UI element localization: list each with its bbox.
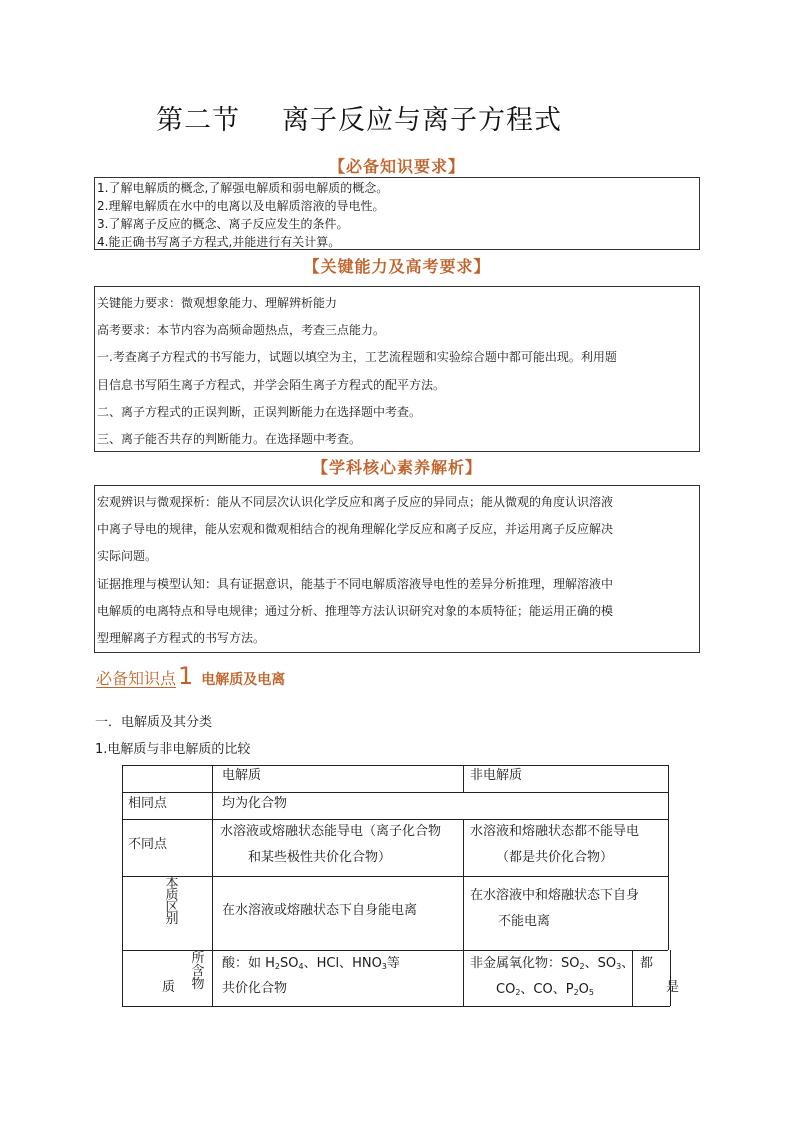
requirement-item: 2.理解电解质在水中的电离以及电解质溶液的导电性。 xyxy=(97,199,385,213)
essence-label-char: 质 xyxy=(165,888,179,903)
table-rule xyxy=(122,765,123,1006)
table-rule xyxy=(463,765,464,792)
table-rule xyxy=(122,876,668,877)
formula-subscript: 3 xyxy=(616,962,622,971)
formula-part: $SO_2$ xyxy=(561,956,585,971)
substance-non-electrolyte-line2 xyxy=(496,980,594,1003)
diff-electrolyte-line: 和某些极性共价化合物） xyxy=(248,850,392,865)
key-ability-line: 目信息书写陌生离子方程式，并学会陌生离子方程式的配平方法。 xyxy=(97,377,446,392)
core-literacy-box xyxy=(94,485,700,653)
knowledge-point-label: 必备知识点 xyxy=(96,669,177,688)
table-rule xyxy=(122,819,668,820)
required-knowledge-heading: 【必备知识要求】 xyxy=(328,157,465,176)
page-title xyxy=(156,98,562,137)
essence-non-electrolyte-line: 在水溶液中和熔融状态下自身 xyxy=(470,888,640,903)
acid-prefix: 酸：如 xyxy=(222,956,266,971)
key-ability-heading: 【关键能力及高考要求】 xyxy=(303,257,491,276)
core-literacy-heading: 【学科核心素养解析】 xyxy=(311,458,482,477)
key-ability-line: 三、离子能否共存的判断能力。在选择题中考查。 xyxy=(97,431,362,446)
diff-non-electrolyte-line: （都是共价化合物） xyxy=(496,850,614,865)
substance-label-char: 质 xyxy=(162,980,176,995)
key-ability-line: 高考要求：本节内容为高频命题热点，考查三点能力。 xyxy=(97,323,386,338)
formula-part: $O_5$ xyxy=(578,982,594,997)
formula-separator: 、 xyxy=(621,956,635,971)
substance-electrolyte-line1 xyxy=(222,954,400,977)
oxide-formulas xyxy=(561,956,634,971)
key-ability-box xyxy=(94,286,700,452)
substance-label-char: 物 xyxy=(191,977,205,992)
knowledge-point-topic: 电解质及电离 xyxy=(201,672,286,688)
extra-col-bottom: 是 xyxy=(666,980,680,995)
required-knowledge-box xyxy=(94,177,700,250)
substance-electrolyte-line2: 共价化合物 xyxy=(222,981,288,996)
key-ability-line: 一.考查离子方程式的书写能力，试题以填空为主，工艺流程题和实验综合题中都可能出现。利用题 xyxy=(97,350,617,365)
subheading-comparison: 1.电解质与非电解质的比较 xyxy=(95,742,251,757)
formula-subscript: 3 xyxy=(381,962,387,971)
core-literacy-line: 电解质的电离特点和导电规律；通过分析、推理等方法认识研究对象的本质特征；能运用正确的模 xyxy=(97,603,614,618)
knowledge-point-heading xyxy=(96,662,285,690)
formula-subscript: 2 xyxy=(573,988,579,997)
formula-part: $HNO_3$ xyxy=(352,956,387,971)
essence-label-char: 本 xyxy=(165,876,179,891)
row-label-same: 相同点 xyxy=(128,796,168,811)
oxide-prefix: 非金属氧化物： xyxy=(470,956,562,971)
formula-subscript: 2 xyxy=(579,962,585,971)
formula-separator: 、 xyxy=(584,956,598,971)
subheading-classification: 一．电解质及其分类 xyxy=(95,715,213,730)
formula-subscript: 4 xyxy=(298,962,304,971)
row-label-diff: 不同点 xyxy=(128,837,168,852)
knowledge-point-number: 1 xyxy=(178,662,194,690)
formula-part: $SO_4$ xyxy=(280,956,304,971)
formula-part: $SO_3$ xyxy=(597,956,622,971)
requirement-item: 1.了解电解质的概念,了解强电解质和弱电解质的概念。 xyxy=(97,181,389,195)
requirement-item: 3.了解离子反应的概念、离子反应发生的条件。 xyxy=(97,217,349,231)
extra-col-clip xyxy=(666,978,680,1002)
section-number: 第二节 xyxy=(156,105,240,136)
table-rule xyxy=(122,792,668,793)
core-literacy-line: 中离子导电的规律，能从宏观和微观相结合的视角理解化学反应和离子反应，并运用离子反应解决 xyxy=(97,522,614,537)
substance-non-electrolyte-line1 xyxy=(470,954,634,977)
header-non-electrolyte: 非电解质 xyxy=(470,768,523,783)
essence-label-char: 区 xyxy=(165,900,179,915)
core-literacy-line: 实际问题。 xyxy=(97,549,158,564)
formula-subscript: 2 xyxy=(274,962,281,971)
extra-col-top: 都 xyxy=(640,956,654,971)
substance-label-char: 含 xyxy=(191,964,205,979)
requirement-item: 4.能正确书写离子方程式,并能进行有关计算。 xyxy=(97,235,341,249)
diff-electrolyte-line: 水溶液或熔融状态能导电（离子化合物 xyxy=(220,824,442,839)
formula-separator: 等 xyxy=(386,956,400,971)
table-rule xyxy=(122,1006,670,1007)
formula-part: $CO_2$ xyxy=(496,982,521,997)
formula-part: $P_2$ xyxy=(565,982,579,997)
same-point-value: 均为化合物 xyxy=(222,796,288,811)
section-topic: 离子反应与离子方程式 xyxy=(282,105,562,136)
oxide-formulas xyxy=(496,982,594,997)
formula-subscript: 5 xyxy=(588,988,594,997)
table-rule xyxy=(212,765,213,1006)
diff-non-electrolyte-line: 水溶液和熔融状态都不能导电 xyxy=(470,824,640,839)
formula-part: $H_2$ xyxy=(265,956,281,971)
core-literacy-line: 证据推理与模型认知：具有证据意识，能基于不同电解质溶液导电性的差异分析推理，理解溶液中 xyxy=(97,576,614,591)
key-ability-line: 二、离子方程式的正误判断，正误判断能力在选择题中考查。 xyxy=(97,404,422,419)
substance-label-char: 所 xyxy=(191,951,205,966)
core-literacy-line: 型理解离子方程式的书写方法。 xyxy=(97,630,266,645)
acid-formulas xyxy=(265,956,400,971)
table-rule xyxy=(122,765,668,766)
table-rule xyxy=(668,765,669,950)
header-electrolyte: 电解质 xyxy=(222,768,262,783)
key-ability-line: 关键能力要求：微观想象能力、理解辨析能力 xyxy=(97,296,338,310)
essence-electrolyte: 在水溶液或熔融状态下自身能电离 xyxy=(222,903,418,918)
essence-label-char: 别 xyxy=(165,912,179,927)
essence-non-electrolyte-line: 不能电离 xyxy=(498,914,551,929)
table-rule xyxy=(463,819,464,1006)
formula-separator: 、CO、 xyxy=(520,982,566,997)
formula-separator: 、HCl、 xyxy=(303,956,353,971)
formula-subscript: 2 xyxy=(515,988,521,997)
core-literacy-line: 宏观辨识与微观探析：能从不同层次认识化学反应和离子反应的异同点；能从微观的角度认识溶液 xyxy=(97,495,614,509)
